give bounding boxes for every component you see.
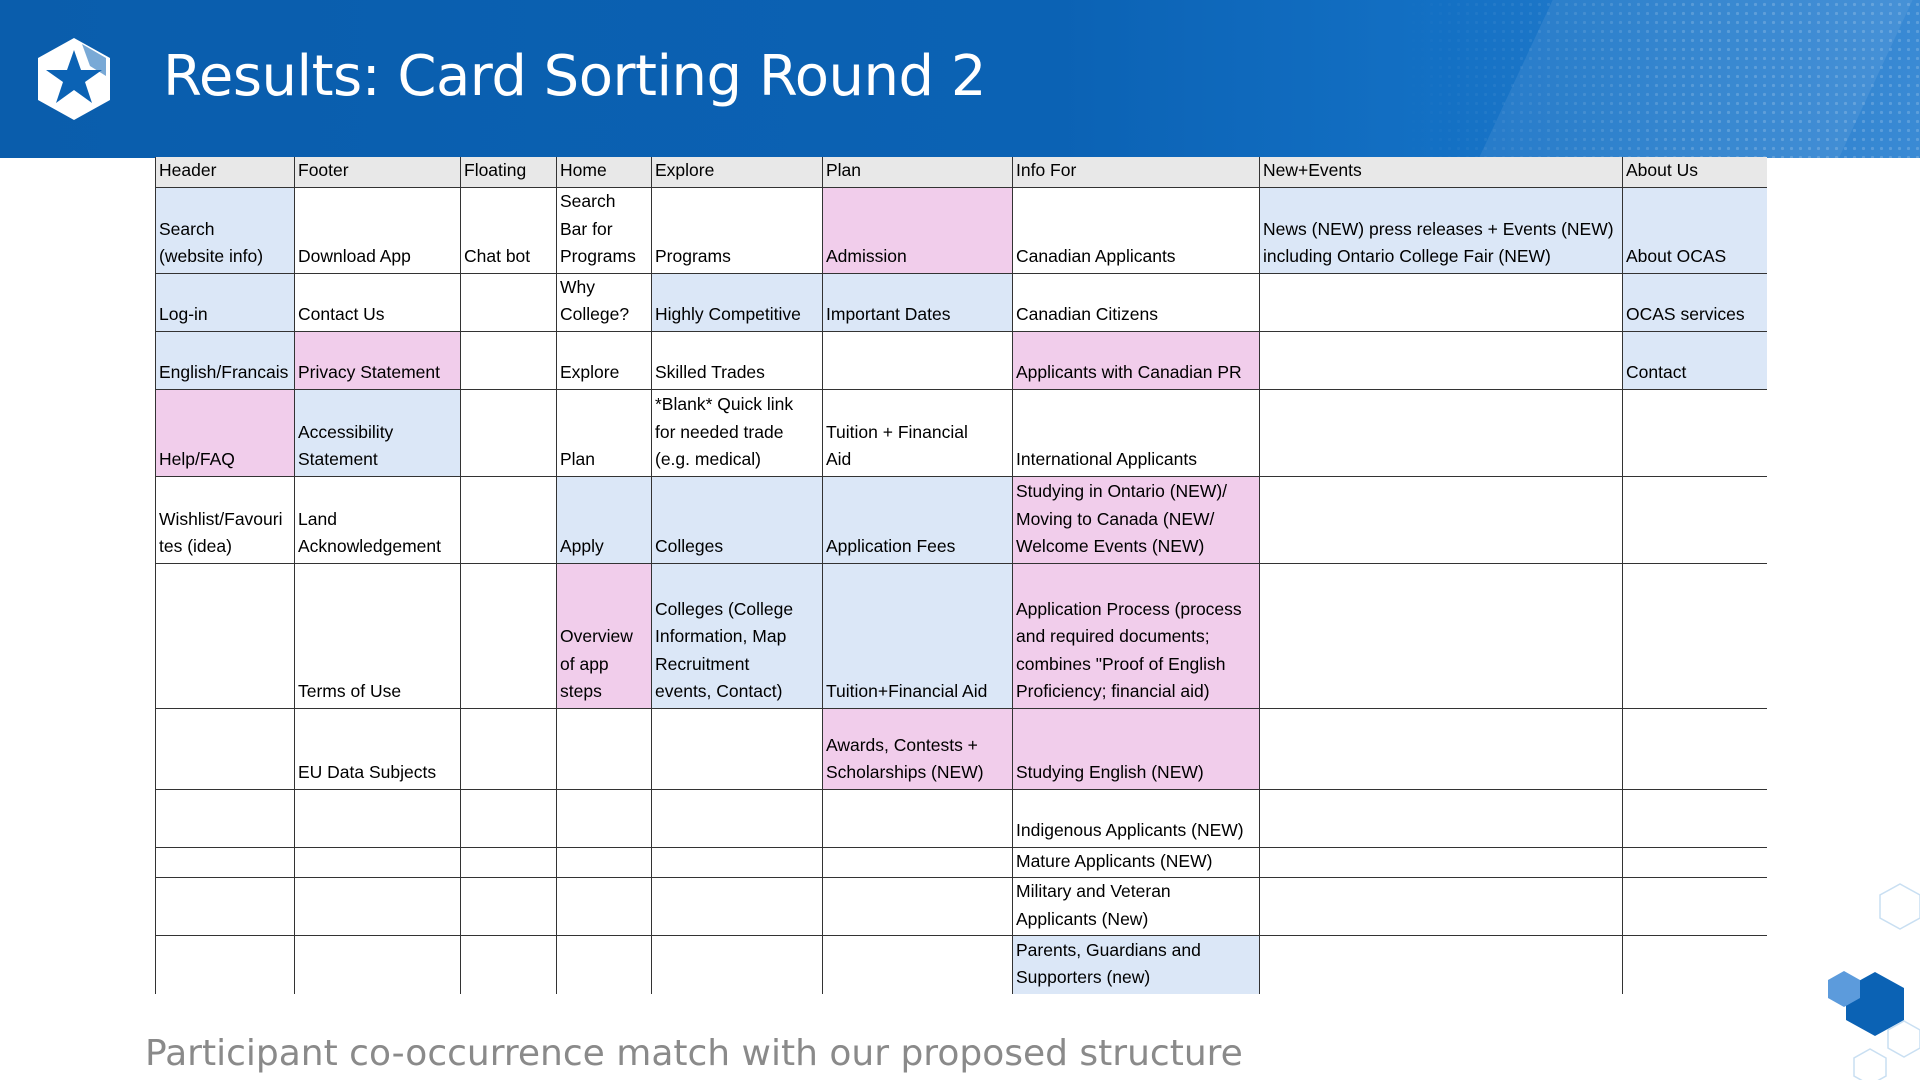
cell-text: Why College?: [560, 276, 630, 324]
cell-text: Explore: [560, 362, 620, 382]
table-cell-footer: [295, 847, 461, 878]
table-row: [156, 936, 1767, 994]
table-cell-home: [557, 476, 652, 563]
table-cell-footer: [295, 936, 461, 994]
cell-text: Contact Us: [298, 304, 385, 324]
cell-text: Programs: [655, 246, 731, 266]
table-row: [156, 273, 1767, 331]
cell-text: News (NEW) press releases + Events (NEW) including Ontario College Fair (NEW): [1263, 218, 1614, 266]
table-cell-floating: [461, 389, 557, 476]
cell-text: Important Dates: [826, 304, 951, 324]
table-cell-home: [557, 331, 652, 389]
table-cell-header: [156, 273, 295, 331]
table-cell-explore: [652, 936, 823, 994]
table-cell-plan: [823, 331, 1013, 389]
cell-text: Skilled Trades: [655, 362, 765, 382]
table-cell-explore: [652, 563, 823, 708]
table-cell-info-for: [1013, 187, 1260, 273]
table-cell-new-events: [1260, 847, 1623, 878]
table-cell-info-for: [1013, 708, 1260, 789]
table-cell-about-us: [1623, 847, 1767, 878]
cell-text: Accessibility Statement: [298, 421, 394, 469]
table-cell-about-us: [1623, 708, 1767, 789]
table-cell-footer: [295, 563, 461, 708]
column-header-new-events: New+Events: [1260, 157, 1623, 187]
table-row: [156, 331, 1767, 389]
table-cell-home: [557, 936, 652, 994]
table-cell-home: [557, 708, 652, 789]
table-cell-about-us: [1623, 273, 1767, 331]
table-cell-floating: [461, 187, 557, 273]
cell-text: Canadian Applicants: [1016, 246, 1176, 266]
table-row: [156, 878, 1767, 936]
cell-text: Mature Applicants (NEW): [1016, 850, 1213, 871]
hexagon-decoration: [1800, 880, 1920, 1080]
cell-text: Parents, Guardians and Supporters (new): [1016, 939, 1201, 987]
table-cell-header: [156, 563, 295, 708]
cell-text: Privacy Statement: [298, 362, 440, 382]
cell-text: Colleges: [655, 536, 724, 556]
table-cell-floating: [461, 476, 557, 563]
cell-text: Search Bar for Programs: [560, 191, 636, 266]
table-cell-info-for: [1013, 389, 1260, 476]
cell-text: Colleges (College Information, Map Recruitment events, Contact): [655, 598, 794, 701]
cell-text: *Blank* Quick link for needed trade (e.g. medical): [655, 394, 794, 469]
table-cell-home: [557, 389, 652, 476]
table-cell-floating: [461, 878, 557, 936]
column-header-header: Header: [156, 157, 295, 187]
table-cell-header: [156, 878, 295, 936]
table-row: [156, 708, 1767, 789]
table-cell-header: [156, 847, 295, 878]
table-cell-footer: [295, 389, 461, 476]
cell-text: Wishlist/Favouri tes (idea): [159, 508, 283, 556]
table-cell-footer: [295, 476, 461, 563]
table-cell-plan: [823, 187, 1013, 273]
cell-text: Overview of app steps: [560, 626, 633, 701]
cell-text: Application Process (process and required documents; combines "Proof of English Proficiency; financial aid): [1016, 598, 1242, 701]
header-dot-pattern: [1400, 0, 1920, 158]
table-cell-info-for: [1013, 878, 1260, 936]
cell-text: Canadian Citizens: [1016, 304, 1159, 324]
table-row: [156, 847, 1767, 878]
table-cell-home: [557, 847, 652, 878]
table-cell-new-events: [1260, 331, 1623, 389]
table-cell-info-for: [1013, 936, 1260, 994]
column-header-explore: Explore: [652, 157, 823, 187]
table-cell-info-for: [1013, 789, 1260, 847]
table-cell-new-events: [1260, 273, 1623, 331]
table-cell-floating: [461, 847, 557, 878]
column-header-home: Home: [557, 157, 652, 187]
table-cell-plan: [823, 389, 1013, 476]
cell-text: Awards, Contests + Scholarships (NEW): [826, 734, 984, 782]
ocas-star-logo: [34, 36, 114, 122]
table-cell-info-for: [1013, 273, 1260, 331]
table-cell-about-us: [1623, 476, 1767, 563]
cell-text: Tuition+Financial Aid: [826, 681, 988, 701]
table-cell-info-for: [1013, 847, 1260, 878]
table-cell-floating: [461, 273, 557, 331]
cell-text: Help/FAQ: [159, 449, 235, 469]
table-cell-floating: [461, 563, 557, 708]
column-header-floating: Floating: [461, 157, 557, 187]
cell-text: OCAS services: [1626, 304, 1745, 324]
table-cell-new-events: [1260, 389, 1623, 476]
table-cell-home: [557, 789, 652, 847]
table-cell-plan: [823, 273, 1013, 331]
table-cell-header: [156, 389, 295, 476]
table-cell-new-events: [1260, 476, 1623, 563]
table-cell-explore: [652, 708, 823, 789]
table-cell-new-events: [1260, 878, 1623, 936]
column-header-footer: Footer: [295, 157, 461, 187]
cell-text: Highly Competitive: [655, 304, 801, 324]
table-cell-header: [156, 936, 295, 994]
table-cell-floating: [461, 936, 557, 994]
table-cell-plan: [823, 936, 1013, 994]
table-cell-new-events: [1260, 936, 1623, 994]
cell-text: International Applicants: [1016, 449, 1197, 469]
cell-text: Download App: [298, 246, 411, 266]
cell-text: Chat bot: [464, 246, 531, 266]
table-cell-info-for: [1013, 476, 1260, 563]
cell-text: Studying English (NEW): [1016, 762, 1204, 782]
column-header-about-us: About Us: [1623, 157, 1767, 187]
table-cell-plan: [823, 847, 1013, 878]
cell-text: Tuition + Financial Aid: [826, 421, 968, 469]
cell-text: Plan: [560, 449, 596, 469]
table-row: [156, 187, 1767, 273]
table-cell-header: [156, 789, 295, 847]
table-cell-about-us: [1623, 187, 1767, 273]
table-cell-footer: [295, 789, 461, 847]
table-cell-about-us: [1623, 878, 1767, 936]
table-cell-home: [557, 563, 652, 708]
cell-text: Studying in Ontario (NEW)/ Moving to Canada (NEW/ Welcome Events (NEW): [1016, 481, 1228, 556]
table-cell-about-us: [1623, 331, 1767, 389]
cell-text: Contact: [1626, 362, 1687, 382]
table-cell-header: [156, 187, 295, 273]
table-cell-floating: [461, 331, 557, 389]
table-cell-about-us: [1623, 563, 1767, 708]
slide-title: Results: Card Sorting Round 2: [163, 44, 986, 109]
table-cell-explore: [652, 476, 823, 563]
table-cell-explore: [652, 847, 823, 878]
table-row: [156, 476, 1767, 563]
table-cell-home: [557, 187, 652, 273]
cell-text: English/Francais: [159, 362, 289, 382]
table-cell-new-events: [1260, 563, 1623, 708]
cell-text: Terms of Use: [298, 681, 402, 701]
table-cell-footer: [295, 187, 461, 273]
table-cell-floating: [461, 789, 557, 847]
card-sorting-table: [155, 157, 1767, 994]
cell-text: Land Acknowledgement: [298, 508, 441, 556]
table-cell-footer: [295, 331, 461, 389]
table-cell-home: [557, 273, 652, 331]
table-cell-explore: [652, 187, 823, 273]
column-header-info-for: Info For: [1013, 157, 1260, 187]
table-cell-plan: [823, 708, 1013, 789]
table-cell-plan: [823, 878, 1013, 936]
table-cell-new-events: [1260, 708, 1623, 789]
slide-caption: Participant co-occurrence match with our proposed structure: [145, 1033, 1243, 1074]
table-cell-explore: [652, 389, 823, 476]
table-cell-header: [156, 331, 295, 389]
table-cell-explore: [652, 331, 823, 389]
table-cell-new-events: [1260, 187, 1623, 273]
cell-text: EU Data Subjects: [298, 762, 437, 782]
table-cell-new-events: [1260, 789, 1623, 847]
table-row: [156, 563, 1767, 708]
table-cell-floating: [461, 708, 557, 789]
table-cell-header: [156, 476, 295, 563]
table-cell-about-us: [1623, 389, 1767, 476]
table-header-row: [156, 157, 1767, 187]
table-cell-explore: [652, 789, 823, 847]
table-cell-explore: [652, 273, 823, 331]
table-cell-footer: [295, 273, 461, 331]
table-cell-footer: [295, 878, 461, 936]
table-cell-explore: [652, 878, 823, 936]
table-row: [156, 389, 1767, 476]
cell-text: About OCAS: [1626, 246, 1727, 266]
table-cell-plan: [823, 476, 1013, 563]
cell-text: Apply: [560, 536, 604, 556]
table-cell-plan: [823, 563, 1013, 708]
column-header-plan: Plan: [823, 157, 1013, 187]
table-cell-info-for: [1013, 563, 1260, 708]
table-cell-about-us: [1623, 936, 1767, 994]
table-cell-about-us: [1623, 789, 1767, 847]
table-cell-home: [557, 878, 652, 936]
cell-text: Applicants with Canadian PR: [1016, 362, 1242, 382]
table-cell-header: [156, 708, 295, 789]
table-cell-info-for: [1013, 331, 1260, 389]
table-row: [156, 789, 1767, 847]
cell-text: Search (website info): [159, 218, 264, 266]
slide-header: [0, 0, 1920, 158]
cell-text: Application Fees: [826, 536, 956, 556]
table-cell-plan: [823, 789, 1013, 847]
cell-text: Admission: [826, 246, 907, 266]
cell-text: Military and Veteran Applicants (New): [1016, 881, 1171, 929]
cell-text: Log-in: [159, 304, 208, 324]
table-cell-footer: [295, 708, 461, 789]
cell-text: Indigenous Applicants (NEW): [1016, 820, 1244, 840]
